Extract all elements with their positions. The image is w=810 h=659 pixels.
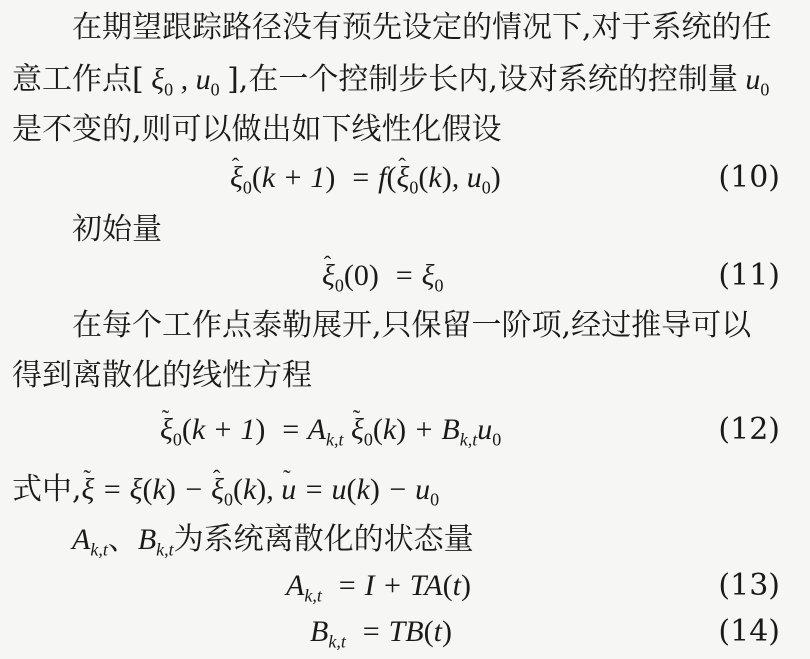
paragraph-1-line-2-start: 意工作点[ bbox=[12, 62, 144, 97]
state-description: 为系统离散化的状态量 bbox=[173, 522, 474, 557]
paragraph-1-line-1: 在期望跟踪路径没有预先设定的情况下,对于系统的任 bbox=[72, 10, 772, 45]
initial-quantity-label: 初始量 bbox=[72, 212, 162, 247]
paragraph-2-line-2: 得到离散化的线性方程 bbox=[12, 358, 312, 393]
paragraph-2-line-1: 在每个工作点泰勒展开,只保留一阶项,经过推导可以 bbox=[72, 308, 752, 343]
paragraph-1-line-2-end: ],在一个控制步长内,设对系统的控制量 bbox=[227, 62, 738, 97]
operating-point-expression: $\xi_0$ , $u_0$ bbox=[143, 63, 220, 100]
equation-12-number: (12) bbox=[718, 412, 780, 447]
equation-13-number: (13) bbox=[718, 568, 780, 603]
paragraph-1-line-2 bbox=[12, 62, 798, 98]
where-line bbox=[12, 472, 798, 508]
state-matrices: $A_{k,t}$、$B_{k,t}$ bbox=[72, 523, 174, 560]
equation-14-number: (14) bbox=[718, 614, 780, 649]
equation-13-body: $A_{k,t} = I + TA(t)$ bbox=[286, 569, 471, 606]
equation-11-body: ˆ $\xi_0(0) = \xi_0$ bbox=[322, 258, 443, 294]
equation-10-number: (10) bbox=[718, 160, 780, 195]
state-description-line bbox=[72, 522, 798, 558]
equation-14-body: $B_{k,t} = TB(t)$ bbox=[310, 615, 452, 652]
where-label: 式中, bbox=[12, 472, 82, 507]
where-definitions: ˜ ξ = ξ(k) − ˆ $\xi_0(k)$, ˜ $u = u(k) - u_0$ bbox=[82, 473, 440, 506]
equation-12-body: ˜ $\xi_0(k + 1) = A_{k,t}$ ˜ $\xi_0(k) + B_{k,t}u_0$ bbox=[160, 412, 501, 448]
control-variable: $u_0$ bbox=[737, 63, 770, 100]
paragraph-1-line-3: 是不变的,则可以做出如下线性化假设 bbox=[12, 112, 502, 147]
equation-10-body: ˆ $\xi_0(k + 1)$ = f(ˆ $\xi_0(k)$, $u_0$) bbox=[230, 160, 501, 196]
equation-11-number: (11) bbox=[718, 258, 780, 293]
